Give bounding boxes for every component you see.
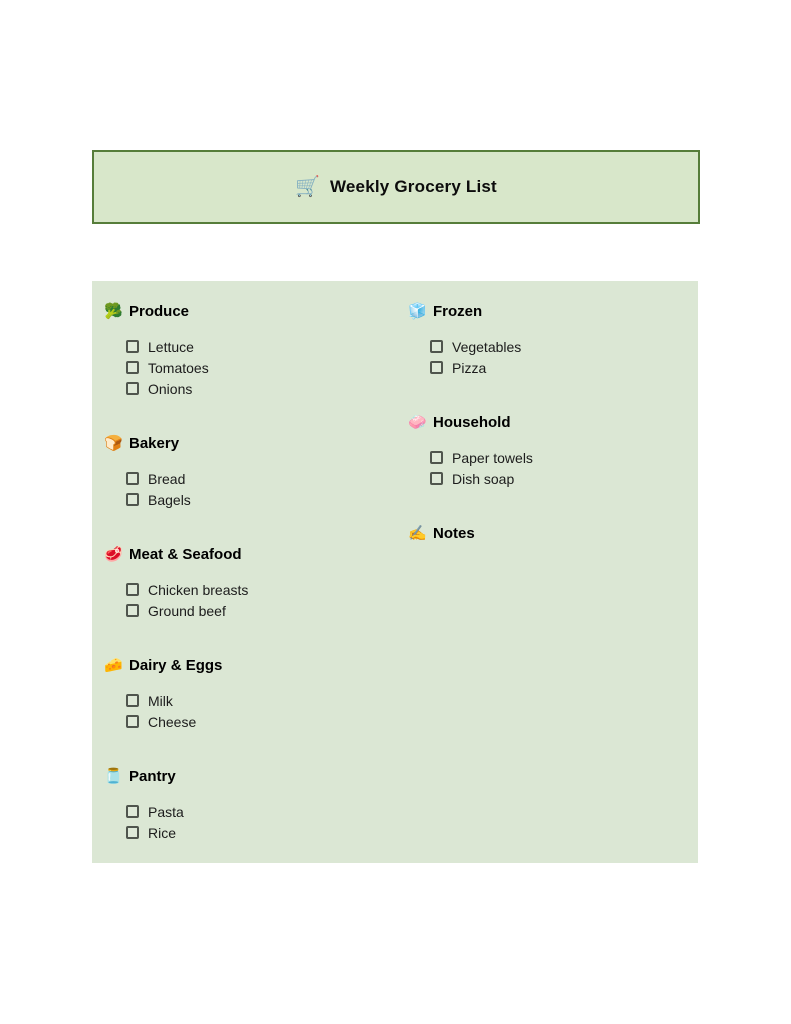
item-label: Chicken breasts <box>148 581 249 598</box>
cheese-icon: 🧀 <box>104 656 123 674</box>
item-label: Dish soap <box>452 470 515 487</box>
ice-cube-icon: 🧊 <box>408 302 427 320</box>
item-label: Vegetables <box>452 338 522 355</box>
section-label: Notes <box>433 524 475 542</box>
section-heading <box>104 654 408 676</box>
checkbox-pasta[interactable] <box>126 805 139 818</box>
list-item <box>126 378 408 399</box>
section-heading <box>408 522 698 544</box>
section-label: Bakery <box>129 434 180 452</box>
page-title: Weekly Grocery List <box>329 177 497 196</box>
checkbox-lettuce[interactable] <box>126 340 139 353</box>
checkbox-chicken-breasts[interactable] <box>126 583 139 596</box>
section-label: Dairy & Eggs <box>129 656 223 674</box>
checkbox-vegetables[interactable] <box>430 340 443 353</box>
list-item <box>126 336 408 357</box>
list-item <box>126 489 408 510</box>
checkbox-rice[interactable] <box>126 826 139 839</box>
list-item <box>126 822 408 843</box>
shopping-cart-icon: 🛒 <box>295 176 320 198</box>
checkbox-ground-beef[interactable] <box>126 604 139 617</box>
item-list <box>430 336 698 378</box>
section-label: Produce <box>129 302 190 320</box>
section-frozen <box>408 300 698 378</box>
checkbox-onions[interactable] <box>126 382 139 395</box>
item-label: Cheese <box>148 713 197 730</box>
section-pantry <box>104 765 408 843</box>
item-label: Rice <box>148 824 177 841</box>
list-item <box>126 801 408 822</box>
broccoli-icon: 🥦 <box>104 302 123 320</box>
bread-icon: 🍞 <box>104 434 123 452</box>
section-bakery <box>104 432 408 510</box>
item-list <box>126 801 408 843</box>
checkbox-milk[interactable] <box>126 694 139 707</box>
soap-icon: 🧼 <box>408 413 427 431</box>
list-item <box>430 336 698 357</box>
list-item <box>126 357 408 378</box>
section-label: Frozen <box>433 302 483 320</box>
list-item <box>126 600 408 621</box>
section-household <box>408 411 698 489</box>
item-label: Lettuce <box>148 338 194 355</box>
item-list <box>126 336 408 399</box>
section-heading <box>104 765 408 787</box>
section-label: Pantry <box>129 767 176 785</box>
list-item <box>430 447 698 468</box>
item-list <box>126 468 408 510</box>
item-list <box>126 579 408 621</box>
list-item <box>430 357 698 378</box>
section-heading <box>104 300 408 322</box>
item-label: Ground beef <box>148 602 226 619</box>
item-label: Milk <box>148 692 173 709</box>
item-label: Onions <box>148 380 193 397</box>
item-label: Pasta <box>148 803 184 820</box>
item-label: Tomatoes <box>148 359 209 376</box>
section-label: Household <box>433 413 511 431</box>
section-heading <box>408 300 698 322</box>
section-heading <box>104 432 408 454</box>
checkbox-bread[interactable] <box>126 472 139 485</box>
list-item <box>126 579 408 600</box>
meat-icon: 🥩 <box>104 545 123 563</box>
section-heading <box>104 543 408 565</box>
item-label: Paper towels <box>452 449 533 466</box>
item-label: Pizza <box>452 359 487 376</box>
writing-hand-icon: ✍️ <box>408 524 427 542</box>
list-item <box>126 690 408 711</box>
grocery-list-panel <box>92 281 698 863</box>
item-list <box>430 447 698 489</box>
checkbox-bagels[interactable] <box>126 493 139 506</box>
item-label: Bread <box>148 470 186 487</box>
section-dairy-eggs <box>104 654 408 732</box>
checkbox-pizza[interactable] <box>430 361 443 374</box>
checkbox-cheese[interactable] <box>126 715 139 728</box>
checkbox-paper-towels[interactable] <box>430 451 443 464</box>
item-label: Bagels <box>148 491 191 508</box>
page-header <box>92 150 700 224</box>
section-label: Meat & Seafood <box>129 545 242 563</box>
list-item <box>126 711 408 732</box>
item-list <box>126 690 408 732</box>
right-column <box>408 300 698 863</box>
section-notes <box>408 522 698 544</box>
section-meat-seafood <box>104 543 408 621</box>
section-heading <box>408 411 698 433</box>
checkbox-dish-soap[interactable] <box>430 472 443 485</box>
list-item <box>430 468 698 489</box>
list-item <box>126 468 408 489</box>
left-column <box>104 300 408 863</box>
checkbox-tomatoes[interactable] <box>126 361 139 374</box>
jar-icon: 🫙 <box>104 767 123 785</box>
section-produce <box>104 300 408 399</box>
